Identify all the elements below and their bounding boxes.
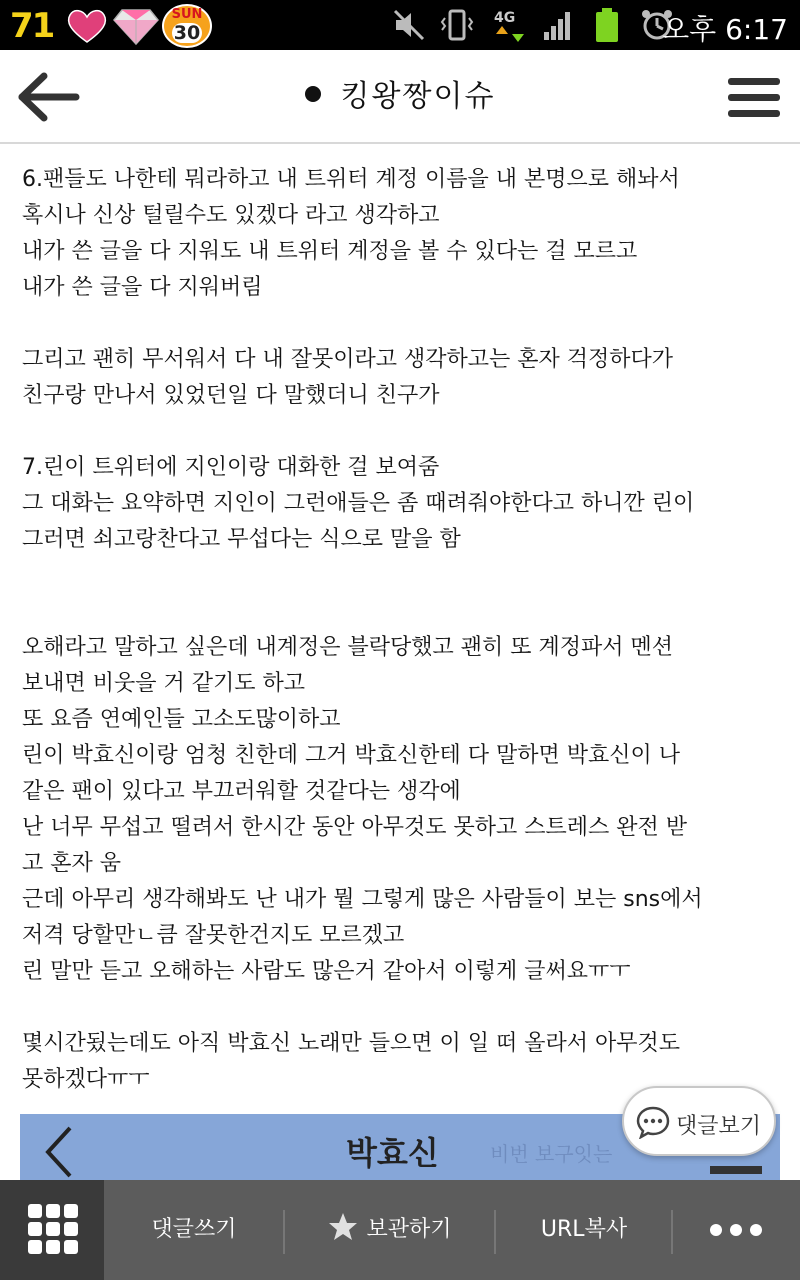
view-comments-label: 댓글보기 [676, 1114, 762, 1139]
toolbar-divider [671, 1210, 673, 1254]
speech-bubble-icon [636, 1105, 670, 1139]
status-time: 오후 6:17 [662, 13, 788, 46]
page-title: 킹왕짱이슈 [340, 79, 496, 114]
embed-back-arrow-icon [44, 1124, 74, 1180]
article-line: 내가 쓴 글을 다 지워버림 [22, 275, 263, 300]
grid-icon [28, 1204, 78, 1254]
save-label: 보관하기 [366, 1217, 452, 1242]
article-line: 또 요즘 연예인들 고소도많이하고 [22, 707, 341, 732]
battery-icon [594, 8, 620, 44]
article-line: 고 혼자 움 [22, 851, 121, 876]
article-line: 혹시나 신상 털릴수도 있겠다 라고 생각하고 [22, 203, 440, 228]
star-icon [328, 1212, 358, 1242]
network-4g-icon [492, 8, 528, 44]
article-line: 린 말만 듣고 오해하는 사람도 많은거 같아서 이렇게 글써요ㅠㅜ [22, 959, 631, 984]
more-options-icon[interactable] [708, 1222, 764, 1238]
write-comment-label: 댓글쓰기 [151, 1217, 237, 1242]
app-header [0, 50, 800, 144]
write-comment-button[interactable] [104, 1180, 284, 1280]
article-line: 그리고 괜히 무서워서 다 내 잘못이라고 생각하고는 혼자 걱정하다가 [22, 347, 674, 372]
article-line: 저격 당할만ㄴ큼 잘못한건지도 모르겠고 [22, 923, 405, 948]
network-label: 4G [494, 10, 516, 26]
status-bar [0, 0, 800, 50]
view-comments-button[interactable] [622, 1086, 776, 1156]
article-line: 난 너무 무섭고 떨려서 한시간 동안 아무것도 못하고 스트레스 완전 받 [22, 815, 687, 840]
article-line: 같은 팬이 있다고 부끄러워할 것같다는 생각에 [22, 779, 461, 804]
status-number: 71 [10, 6, 54, 46]
embed-faded-text: 비번 보구잇는 [490, 1142, 613, 1166]
article-line: 친구랑 만나서 있었던일 다 말했더니 친구가 [22, 383, 440, 408]
vibrate-icon [440, 8, 474, 42]
article-body [22, 162, 792, 1098]
article-line: 오해라고 말하고 싶은데 내계정은 블락당했고 괜히 또 계정파서 멘션 [22, 635, 674, 660]
embed-menu-bar-icon [710, 1166, 762, 1174]
sun-badge-label: SUN [171, 7, 203, 22]
article-line: 몇시간됬는데도 아직 박효신 노래만 들으면 이 일 떠 올라서 아무것도 [22, 1031, 680, 1056]
sun-badge-number: 30 [173, 22, 201, 44]
bottom-toolbar [0, 1180, 800, 1280]
save-button[interactable] [285, 1180, 495, 1280]
back-arrow-icon[interactable] [16, 72, 80, 122]
mute-icon [392, 8, 426, 42]
copy-url-button[interactable] [496, 1180, 672, 1280]
article-line: 내가 쓴 글을 다 지워도 내 트위터 계정을 볼 수 있다는 걸 모르고 [22, 239, 638, 264]
header-title-area [0, 50, 800, 144]
article-line: 그러면 쇠고랑찬다고 무섭다는 식으로 말을 함 [22, 527, 461, 552]
sun-badge-icon [162, 4, 212, 48]
article-line: 그 대화는 요약하면 지인이 그런애들은 좀 때려줘야한다고 하니깐 린이 [22, 491, 695, 516]
article-line: 6.팬들도 나한테 뭐라하고 내 트위터 계정 이름을 내 본명으로 해놔서 [22, 167, 680, 192]
hamburger-menu-icon[interactable] [728, 78, 780, 118]
signal-icon [542, 8, 574, 42]
copy-url-label: URL복사 [540, 1217, 628, 1242]
apps-grid-button[interactable] [0, 1180, 104, 1280]
article-line: 7.린이 트위터에 지인이랑 대화한 걸 보여줌 [22, 455, 440, 480]
article-line: 린이 박효신이랑 엄청 친한데 그거 박효신한테 다 말하면 박효신이 나 [22, 743, 680, 768]
heart-icon [66, 8, 108, 44]
article-line: 못하겠다ㅠㅜ [22, 1067, 150, 1092]
title-dot-icon [305, 86, 321, 102]
article-line: 보내면 비웃을 거 같기도 하고 [22, 671, 305, 696]
diamond-icon [112, 6, 160, 46]
embed-title: 박효신 [346, 1134, 439, 1172]
article-line: 근데 아무리 생각해봐도 난 내가 뭘 그렇게 많은 사람들이 보는 sns에서 [22, 887, 703, 912]
